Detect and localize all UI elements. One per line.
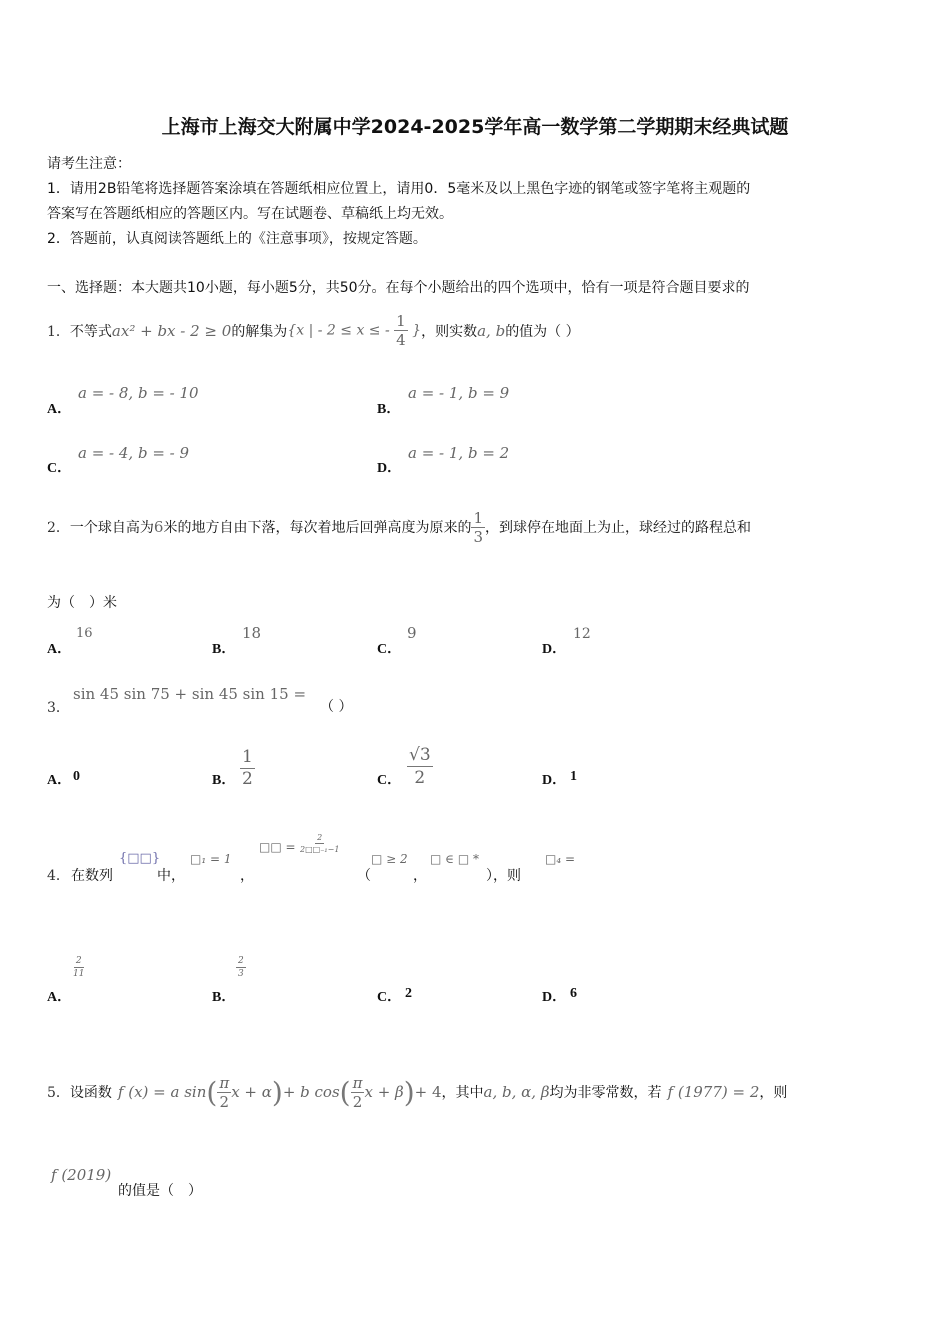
q1-option-d-label: D．: [377, 461, 402, 476]
question-1: [47, 312, 580, 349]
fraction: [471, 509, 485, 546]
pi-over-two: [217, 1074, 231, 1111]
q3-option-c-fraction: [407, 744, 433, 789]
q4-target: □₄ =: [545, 852, 576, 866]
fraction-numerator: 1: [242, 747, 253, 767]
q5-f2019: f (2019): [51, 1166, 112, 1184]
q2-option-a-label: A．: [47, 642, 72, 657]
q4-option-c-label: C．: [377, 990, 402, 1005]
q2-option-b-label: B．: [212, 642, 236, 657]
q1-option-d-value: a = - 1, b = 2: [408, 444, 510, 462]
q4-text-mid: 中，: [157, 868, 185, 884]
fraction-denominator: 4: [396, 331, 406, 349]
q4-recurrence-lhs: □□ =: [259, 840, 296, 854]
function-lhs: f (x) = a sin: [117, 1083, 207, 1101]
q5-line-2: 的值是（ ）: [118, 1183, 202, 1199]
inequality: ax² + bx - 2 ≥ 0: [111, 321, 232, 340]
right-paren: ): [403, 1075, 415, 1109]
fraction-denominator: 2: [242, 769, 253, 789]
q2-option-b-value: 18: [242, 624, 262, 642]
fraction-denominator: 2: [219, 1092, 230, 1111]
q4-recurrence-fraction: [300, 832, 339, 855]
question-text: 米的地方自由下落，每次着地后回弹高度为原来的: [163, 520, 472, 536]
q3-option-b-label: B．: [212, 773, 236, 788]
q4-number: 4．: [47, 868, 70, 884]
q4-open-paren: （: [357, 868, 371, 884]
fraction-numerator: 2: [238, 956, 244, 966]
q2-option-d-label: D．: [542, 642, 567, 657]
q4-condition-2: □ ∈ □ *: [430, 852, 480, 866]
q4-option-b-fraction: [236, 955, 246, 980]
q3-option-d-value: 1: [570, 769, 577, 784]
fraction-numerator: 2: [75, 956, 82, 966]
question-2: [47, 502, 751, 552]
q4-condition-1: □ ≥ 2: [371, 852, 408, 866]
q4-text-pre: 在数列: [71, 868, 113, 884]
pi-over-two: [351, 1074, 365, 1111]
q3-option-c-label: C．: [377, 773, 402, 788]
q2-option-a-value: 16: [76, 626, 93, 641]
question-text: 设函数: [69, 1085, 112, 1101]
question-text: 均为非零常数，若: [549, 1085, 662, 1101]
notes-line-2: 答案写在答题纸相应的答题区内。写在试题卷、草稿纸上均无效。: [47, 206, 453, 222]
question-number: 5．: [47, 1085, 70, 1101]
q1-option-a-value: a = - 8, b = - 10: [78, 384, 199, 402]
question-text: 一个球自高为: [69, 520, 154, 536]
q4-sequence: {□□}: [119, 851, 161, 866]
q4-option-d-label: D．: [542, 990, 567, 1005]
set-left: {x | - 2 ≤ x ≤ -: [287, 322, 390, 339]
question-text: ，则实数: [421, 323, 478, 340]
q4-initial-term: □₁ = 1: [190, 852, 232, 866]
q1-option-c-value: a = - 4, b = - 9: [78, 444, 190, 462]
q4-close-paren: ），则: [486, 868, 521, 884]
fraction-denominator: 3: [238, 969, 244, 979]
q4-option-a-label: A．: [47, 990, 72, 1005]
question-text: ，其中: [441, 1085, 484, 1101]
q4-option-a-fraction: [73, 955, 84, 980]
q3-option-b-fraction: [240, 747, 255, 790]
question-text: ，则: [759, 1085, 788, 1101]
q3-option-a-label: A．: [47, 773, 72, 788]
q2-option-c-label: C．: [377, 642, 402, 657]
question-number: 2．: [47, 520, 70, 536]
question-number: 1．: [47, 323, 70, 340]
fraction-denominator: 2: [414, 768, 426, 788]
q1-option-a-label: A．: [47, 402, 72, 417]
q2-option-d-value: 12: [573, 626, 591, 642]
question-text: 的解集为: [231, 323, 288, 340]
section-heading: 一、选择题：本大题共10小题，每小题5分，共50分。在每个小题给出的四个选项中，恰有一项是符合题目要求的: [47, 280, 750, 296]
q3-option-a-value: 0: [73, 769, 80, 784]
height-value: 6: [153, 518, 164, 536]
cos-term: + b cos: [282, 1083, 340, 1101]
fraction: [394, 312, 408, 349]
constants: a, b, α, β: [483, 1083, 550, 1101]
fraction-denominator: 3: [473, 527, 484, 546]
fraction-denominator: 2□□₋₁−1: [300, 845, 340, 854]
fraction-numerator: 1: [473, 508, 484, 527]
constant-term: + 4: [414, 1083, 442, 1101]
question-text: 不等式: [69, 323, 112, 340]
left-paren: (: [206, 1075, 218, 1109]
q4-option-d-value: 6: [570, 986, 577, 1001]
q3-answer-paren: （ ）: [320, 699, 353, 715]
q4-comma: ，: [240, 868, 254, 884]
q3-option-d-label: D．: [542, 773, 567, 788]
fraction-numerator: √3: [409, 745, 431, 765]
argument-1: x + α: [231, 1083, 272, 1101]
q1-option-b-label: B．: [377, 402, 401, 417]
fraction-numerator: π: [219, 1073, 230, 1092]
q3-expression: sin 45 sin 75 + sin 45 sin 15 =: [73, 685, 307, 703]
q4-option-c-value: 2: [405, 986, 412, 1001]
set-right: }: [412, 322, 422, 339]
argument-2: x + β: [364, 1083, 404, 1101]
fraction-denominator: 2: [352, 1092, 363, 1111]
notes-heading: 请考生注意：: [47, 156, 131, 172]
question-5: [47, 1068, 787, 1116]
fraction-numerator: 2: [317, 833, 323, 842]
condition: f (1977) = 2: [667, 1083, 760, 1101]
solution-set: [287, 312, 421, 349]
right-paren: ): [271, 1075, 283, 1109]
q4-option-b-label: B．: [212, 990, 236, 1005]
notes-line-1: 1．请用2B铅笔将选择题答案涂填在答题纸相应位置上，请用0．5毫米及以上黑色字迹的钢笔或签字笔将主观题的: [47, 181, 751, 197]
left-paren: (: [339, 1075, 351, 1109]
q3-number: 3．: [47, 700, 70, 716]
variables: a, b: [477, 321, 506, 340]
question-2-line-2: 为（ ）米: [47, 595, 117, 611]
notes-line-3: 2．答题前，认真阅读答题纸上的《注意事项》，按规定答题。: [47, 231, 427, 247]
q1-option-c-label: C．: [47, 461, 72, 476]
fraction-numerator: 1: [396, 312, 406, 330]
fraction-numerator: π: [352, 1073, 363, 1092]
q4-comma: ，: [413, 868, 427, 884]
question-text: ，到球停在地面上为止，球经过的路程总和: [485, 520, 752, 536]
fraction-denominator: 11: [73, 969, 85, 979]
q1-option-b-value: a = - 1, b = 9: [408, 384, 510, 402]
q2-option-c-value: 9: [407, 624, 417, 642]
page-title: 上海市上海交大附属中学2024-2025学年高一数学第二学期期末经典试题: [161, 116, 789, 138]
question-text: 的值为（ ）: [505, 323, 580, 340]
